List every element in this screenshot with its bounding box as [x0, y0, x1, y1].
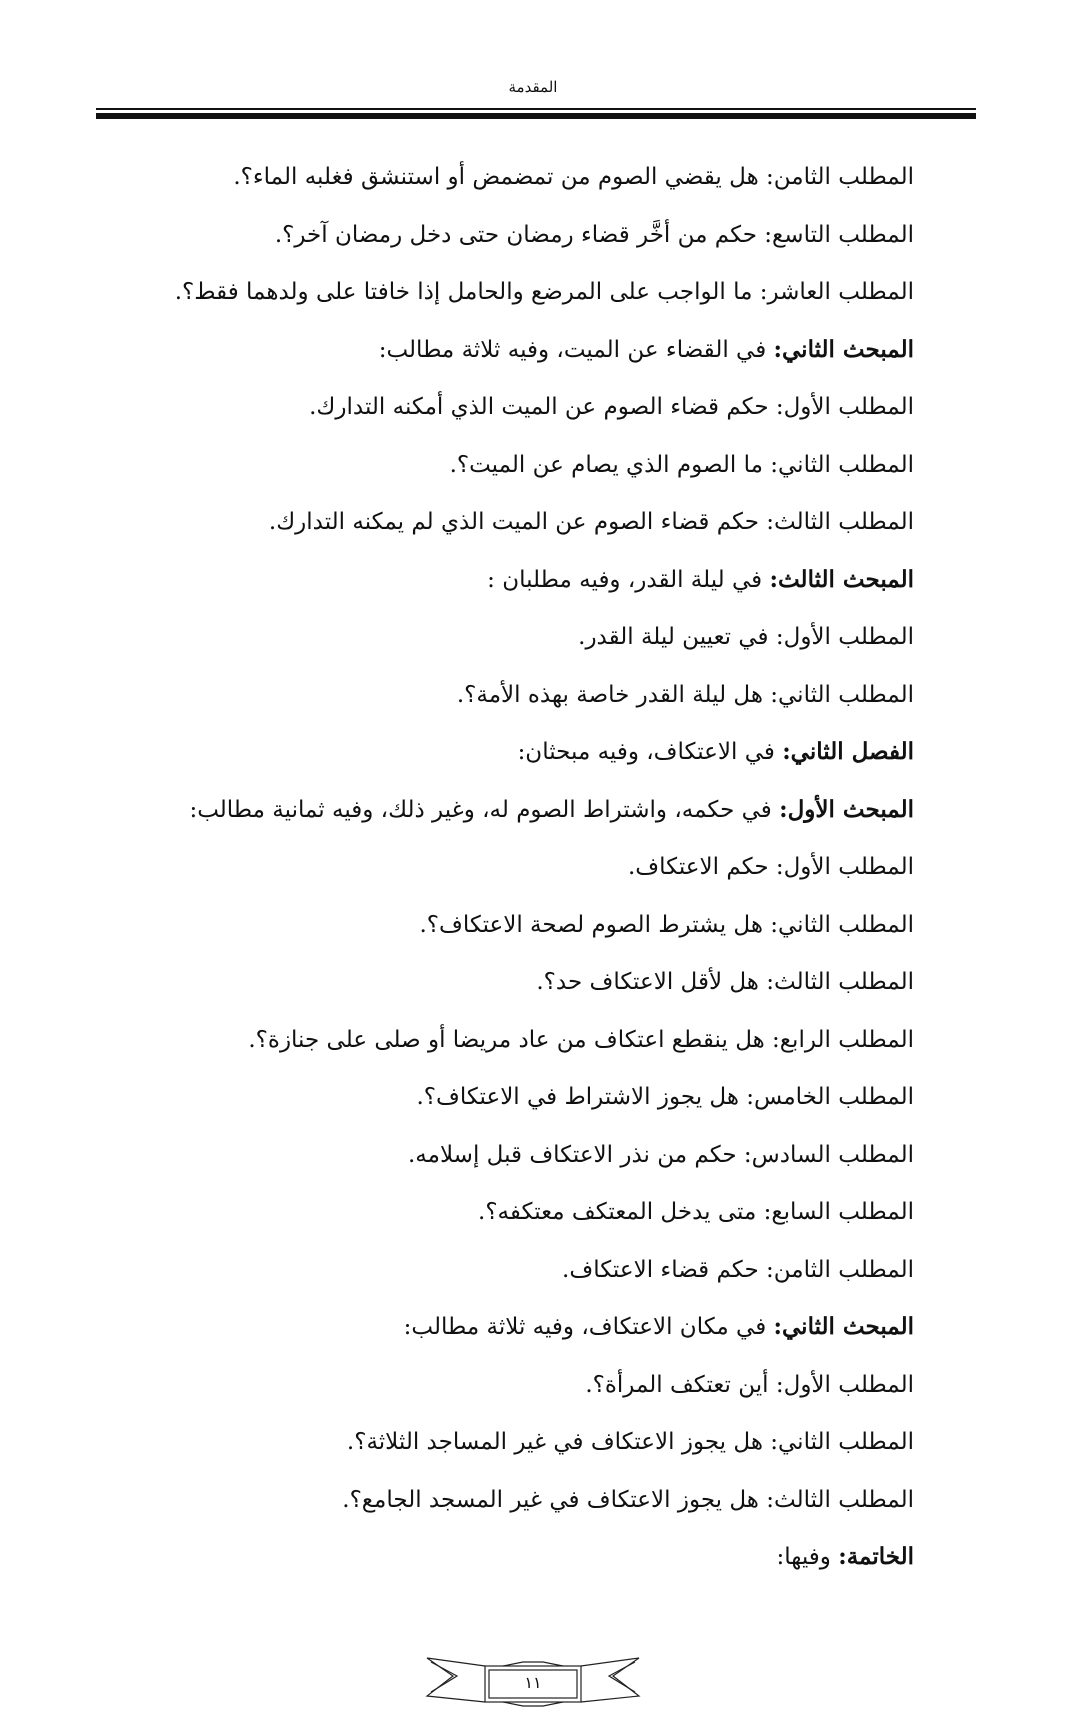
toc-heading: المبحث الثاني: في القضاء عن الميت، وفيه ثلاثة مطالب: [378, 335, 914, 363]
header-rule-thin [96, 108, 976, 110]
toc-heading: المبحث الأول: في حكمه، واشتراط الصوم له، وغير ذلك، وفيه ثمانية مطالب: [189, 795, 914, 823]
toc-line: المطلب الثالث: هل يجوز الاعتكاف في غير المسجد الجامع؟. [342, 1486, 914, 1513]
toc-line: المطلب الثامن: حكم قضاء الاعتكاف. [562, 1256, 914, 1283]
header-rule-thick [96, 113, 976, 119]
page-number-ornament [423, 1656, 643, 1710]
toc-heading: الفصل الثاني: في الاعتكاف، وفيه مبحثان: [517, 738, 914, 765]
toc-heading: المبحث الثالث: في ليلة القدر، وفيه مطلبان : [487, 565, 914, 593]
toc-heading: المبحث الثاني: في مكان الاعتكاف، وفيه ثلاثة مطالب: [403, 1313, 914, 1340]
toc-line: المطلب الثالث: حكم قضاء الصوم عن الميت الذي لم يمكنه التدارك. [268, 509, 914, 535]
toc-line: المطلب الأول: حكم الاعتكاف. [627, 854, 914, 880]
toc-heading: الخاتمة: وفيها: [776, 1543, 914, 1570]
toc-line: المطلب العاشر: ما الواجب على المرضع والحامل إذا خافتا على ولدهما فقط؟. [174, 279, 914, 305]
page-number: ١١ [524, 1673, 542, 1692]
toc-line: المطلب الأول: أين تعتكف المرأة؟. [585, 1371, 914, 1398]
toc-line: المطلب الأول: حكم قضاء الصوم عن الميت الذي أمكنه التدارك. [309, 394, 914, 420]
toc-line: المطلب الثاني: هل يشترط الصوم لصحة الاعتكاف؟. [419, 911, 914, 938]
toc-line: المطلب الثاني: هل ليلة القدر خاصة بهذه الأمة؟. [456, 681, 914, 708]
running-header: المقدمة [508, 78, 558, 96]
toc-line: المطلب الأول: في تعيين ليلة القدر. [578, 624, 914, 650]
toc-line: المطلب الرابع: هل ينقطع اعتكاف من عاد مريضا أو صلى على جنازة؟. [248, 1026, 914, 1053]
toc-line: المطلب السادس: حكم من نذر الاعتكاف قبل إسلامه. [408, 1141, 914, 1168]
toc-line: المطلب السابع: متى يدخل المعتكف معتكفه؟. [478, 1199, 914, 1225]
toc-line: المطلب الثاني: ما الصوم الذي يصام عن الميت؟. [449, 451, 914, 478]
toc-line: المطلب الثاني: هل يجوز الاعتكاف في غير المساجد الثلاثة؟. [346, 1429, 914, 1455]
toc-line: المطلب الخامس: هل يجوز الاشتراط في الاعتكاف؟. [416, 1084, 914, 1110]
toc-line: المطلب الثامن: هل يقضي الصوم من تمضمض أو استنشق فغلبه الماء؟. [233, 164, 914, 190]
toc-line: المطلب الثالث: هل لأقل الاعتكاف حد؟. [536, 969, 914, 995]
table-of-contents [114, 148, 914, 1586]
toc-line: المطلب التاسع: حكم من أخَّر قضاء رمضان حتى دخل رمضان آخر؟. [274, 221, 914, 248]
